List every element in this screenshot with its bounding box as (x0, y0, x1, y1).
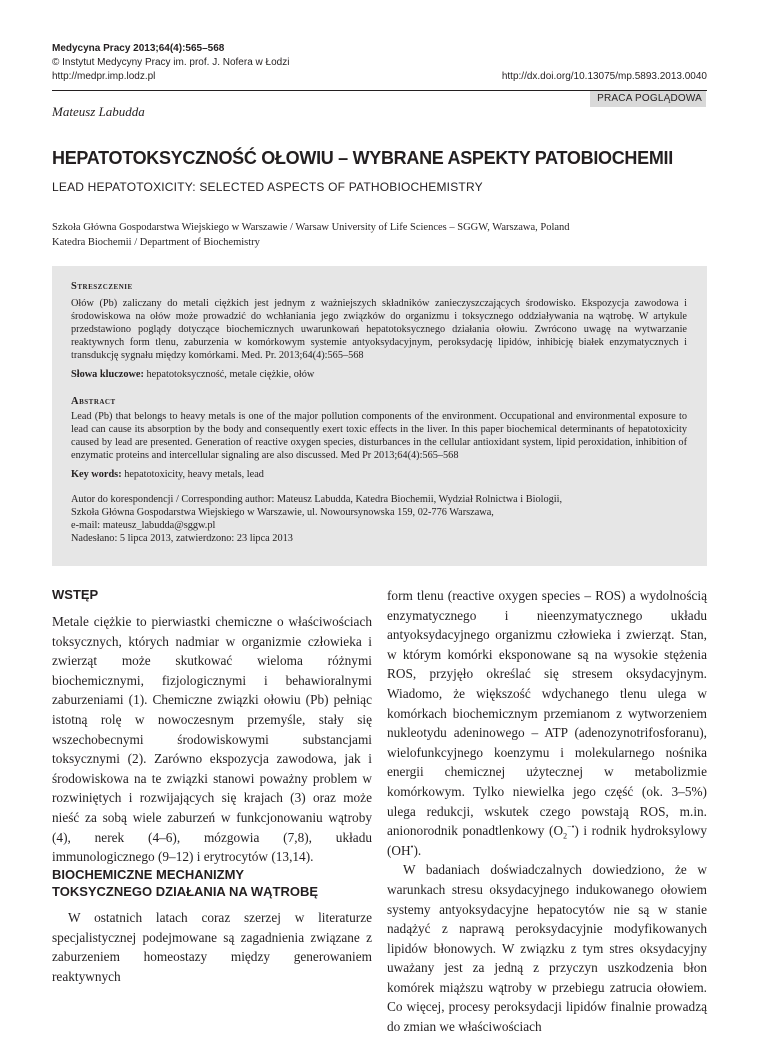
superscript: • (410, 842, 414, 852)
journal-header (52, 42, 289, 84)
title-english: LEAD HEPATOTOXICITY: SELECTED ASPECTS OF PATHOBIOCHEMISTRY (52, 180, 483, 194)
text-run: ). (413, 842, 422, 858)
paragraph: Metale ciężkie to pierwiastki chemiczne o właściwościach toksycznych, których nadmiar w organizmie człowieka i zwierząt może skutkować wieloma różnymi biochemicznymi, fizjologicznymi i behawioralnymi zaburzeniami (1). Chemiczne związki ołowiu (Pb) pełniąc istotną rolę w nowoczesnym przemyśle, stały się wszechobecnymi środowiskowymi substancjami toksycznymi (2). Zarówno ekspozycja zawodowa, jak i środowiskowa na te związki stanowi poważny problem w rozwiniętych i rozwijających się krajach (3) oraz może nieść za sobą wiele zaburzeń w funkcjonowaniu wątroby (4), nerek (4–6), mózgowia (7,8), układu immunologicznego (9–12) i erytrocytów (13,14). (52, 614, 372, 865)
article-type-badge: PRACA POGLĄDOWA (590, 91, 706, 107)
correspondence-email[interactable]: e-mail: mateusz_labudda@sggw.pl (71, 520, 216, 531)
affiliation (52, 220, 570, 250)
left-column-bio (52, 908, 372, 986)
section-heading-biochemical (52, 866, 318, 900)
affiliation-line: Szkoła Główna Gospodarstwa Wiejskiego w Warszawie / Warsaw University of Life Sciences – SGGW, Warszawa, Poland (52, 222, 570, 233)
doi-link[interactable]: http://dx.doi.org/10.13075/mp.5893.2013.0040 (501, 71, 707, 82)
streszczenie-text: Ołów (Pb) zaliczany do metali ciężkich jest jednym z ważniejszych składników zanieczyszczających środowisko. Ekspozycja zawodowa i środowiskowa na ołów może prowadzić do wchłaniania jego związków do organizmu i toksycznego oddziaływania na wątrobę. W artykule przedstawiono poglądy dotyczące biochemicznych uwarunkowań hepatotoksycznego działania ołowiu. Zwrócono uwagę na wytwarzanie reaktywnych form tlenu, zaburzenia w komórkowym systemie antyoksydacyjnym, peroksydację lipidów, inhibicję białek enzymatycznych i transdukcję sygnału między komórkami. Med. Pr. 2013;64(4):565–568 (71, 298, 687, 361)
title-polish: HEPATOTOKSYCZNOŚĆ OŁOWIU – WYBRANE ASPEKTY PATOBIOCHEMII (52, 148, 673, 168)
text-run: form tlenu (reactive oxygen species – ROS) a wydolnością enzymatycznego i nieenzymatycznego układu antyoksydacyjnego organizmu człowieka i zwierząt. Stan, w którym komórki eksponowane są na wysokie stężenia ROS, przyjęło określać się stresem oksydacyjnym. Wiadomo, że większość wdychanego tlenu ulega w komórkach biochemicznym przemianom z wytworzeniem nukleotydu adeninowego – ATP (adenozynotrifosforanu), wielofunkcyjnego koenzymu i molekularnego nośnika energii chemicznej użytecznej w metabolizmie komórkowym. Tylko niewielka jego część (ok. 3–5%) ulega redukcji, wskutek czego powstają ROS, m.in. anionorodnik ponadtlenkowy (O (387, 588, 707, 839)
author-name: Mateusz Labudda (52, 104, 145, 119)
keywords-value: hepatotoxicity, heavy metals, lead (124, 469, 264, 480)
text-run: ) i rodnik hydroksylowy (OH (387, 823, 707, 858)
affiliation-line: Katedra Biochemii / Department of Biochemistry (52, 237, 260, 248)
heading-line: BIOCHEMICZNE MECHANIZMY (52, 867, 245, 882)
paragraph: W ostatnich latach coraz szerzej w literaturze specjalistycznej podejmowane są zagadnienia związane z zaburzeniem homeostazy między generowaniem reaktywnych (52, 910, 372, 984)
abstract-text: Lead (Pb) that belongs to heavy metals is one of the major pollution components of the environment. Occupational and environmental exposure to lead can cause its absorption by the body and consequently exert toxic effects in the liver. In this paper biochemical determinants of hepatotoxicity caused by lead are presented. Generation of reactive oxygen species, disturbances in the cellular antioxidant system, lipid peroxidation, inhibition of enzymatic proteins and intercellular signaling are also discussed. Med Pr 2013;64(4):565–568 (71, 411, 687, 461)
streszczenie-heading: Streszczenie (71, 281, 133, 292)
paragraph: W badaniach doświadczalnych dowiedziono, że w warunkach stresu oksydacyjnego indukowanego ołowiem systemy antyoksydacyjne hepatocytów nie są w stanie nadążyć z naprawą peroksydacyjnie modyfikowanych lipidów błonowych. W związku z tym stres oksydacyjny uważany jest za jedną z przyczyn uszkodzenia błon komórek miąższu wątroby w przebiegu zatrucia ołowiem. Co więcej, procesy peroksydacji lipidów finalnie prowadzą do zmian we właściwościach (387, 862, 707, 1035)
abstract-box (52, 266, 707, 566)
correspondence-line: Szkoła Główna Gospodarstwa Wiejskiego w Warszawie, ul. Nowoursynowska 159, 02-776 Warszawa, (71, 507, 494, 518)
journal-title: Medycyna Pracy 2013;64(4):565–568 (52, 43, 225, 54)
keywords-value: hepatotoksyczność, metale ciężkie, ołów (146, 369, 315, 380)
keywords-label: Słowa kluczowe: (71, 369, 144, 380)
right-column (387, 586, 707, 1037)
section-heading-wstep: WSTĘP (52, 587, 99, 602)
correspondence-line: Autor do korespondencji / Corresponding author: Mateusz Labudda, Katedra Biochemii, Wydział Rolnictwa i Biologii, (71, 494, 563, 505)
heading-line: TOKSYCZNEGO DZIAŁANIA NA WĄTROBĘ (52, 884, 319, 899)
streszczenie-keywords (71, 368, 687, 381)
abstract-heading: Abstract (71, 396, 116, 407)
superscript: −• (567, 822, 575, 832)
subscript: 2 (563, 831, 568, 841)
keywords-label: Key words: (71, 469, 122, 480)
correspondence-block (71, 493, 687, 545)
journal-url[interactable]: http://medpr.imp.lodz.pl (52, 71, 156, 82)
paragraph (387, 586, 707, 860)
institute-line: © Instytut Medycyny Pracy im. prof. J. Nofera w Łodzi (52, 57, 290, 68)
submission-dates: Nadesłano: 5 lipca 2013, zatwierdzono: 23 lipca 2013 (71, 533, 293, 544)
left-column-intro (52, 612, 372, 867)
abstract-keywords (71, 468, 687, 481)
